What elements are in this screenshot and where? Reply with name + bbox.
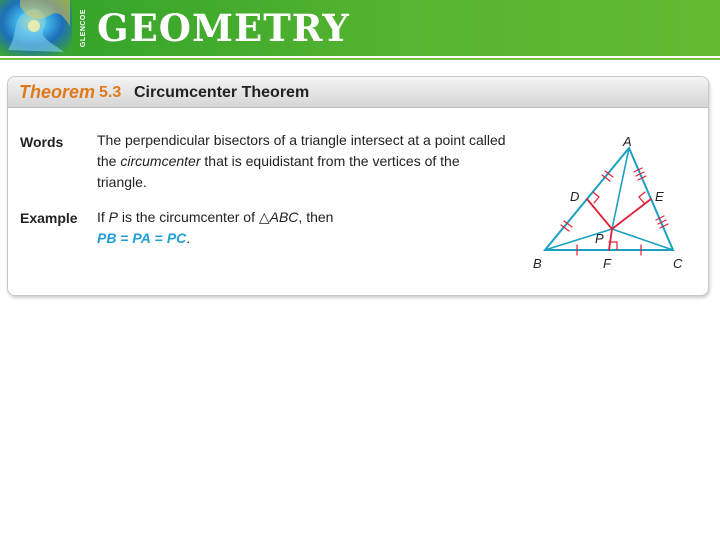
theorem-header — [8, 77, 708, 108]
example-period: . — [186, 230, 191, 246]
brand-name — [78, 6, 90, 50]
words-part1: The perpendicular bisectors of a triangle intersect at a point called the — [97, 132, 506, 169]
point-label-d: D — [570, 189, 580, 204]
header-divider — [0, 58, 720, 60]
point-label-f: F — [603, 256, 611, 271]
segment-p-c — [612, 229, 673, 250]
words-part2: that is equidistant from the vertices of the triangle. — [97, 153, 460, 190]
example-point: P — [108, 209, 119, 225]
theorem-name: Circumcenter Theorem — [134, 84, 310, 101]
page-title: GEOMETRY — [97, 6, 350, 50]
bisector-f — [609, 229, 612, 250]
theorem-label: Theorem — [19, 82, 96, 102]
example-mid: is the circumcenter of — [118, 209, 259, 225]
example-text — [97, 207, 507, 249]
right-angle-e — [639, 192, 645, 203]
theorem-number: 5.3 — [99, 84, 122, 101]
right-angle-d — [593, 192, 599, 203]
segment-pa: PA — [132, 230, 151, 246]
bisector-d — [587, 199, 612, 229]
vertex-label-c: C — [673, 256, 683, 271]
point-label-e: E — [655, 189, 664, 204]
point-label-p: P — [595, 231, 604, 246]
vertex-label-a: A — [623, 134, 632, 149]
fractal-logo-image — [0, 0, 72, 56]
words-text — [97, 130, 507, 193]
brand-text: GLENCOE — [80, 8, 87, 48]
triangle-symbol: △ — [258, 209, 270, 225]
header-bar — [0, 0, 720, 56]
example-then: , then — [298, 209, 334, 225]
segment-pc: PC — [166, 230, 187, 246]
segment-pb: PB — [97, 230, 117, 246]
triangle-abc — [545, 148, 673, 250]
words-term: circumcenter — [120, 153, 201, 169]
vertex-label-b: B — [533, 256, 542, 271]
example-if: If — [97, 209, 109, 225]
example-triangle-name: ABC — [269, 209, 299, 225]
circumcenter-diagram — [525, 128, 700, 273]
equals-sign-1: = — [116, 230, 133, 246]
example-label: Example — [20, 210, 78, 226]
equals-sign-2: = — [150, 230, 167, 246]
words-label: Words — [20, 134, 64, 150]
